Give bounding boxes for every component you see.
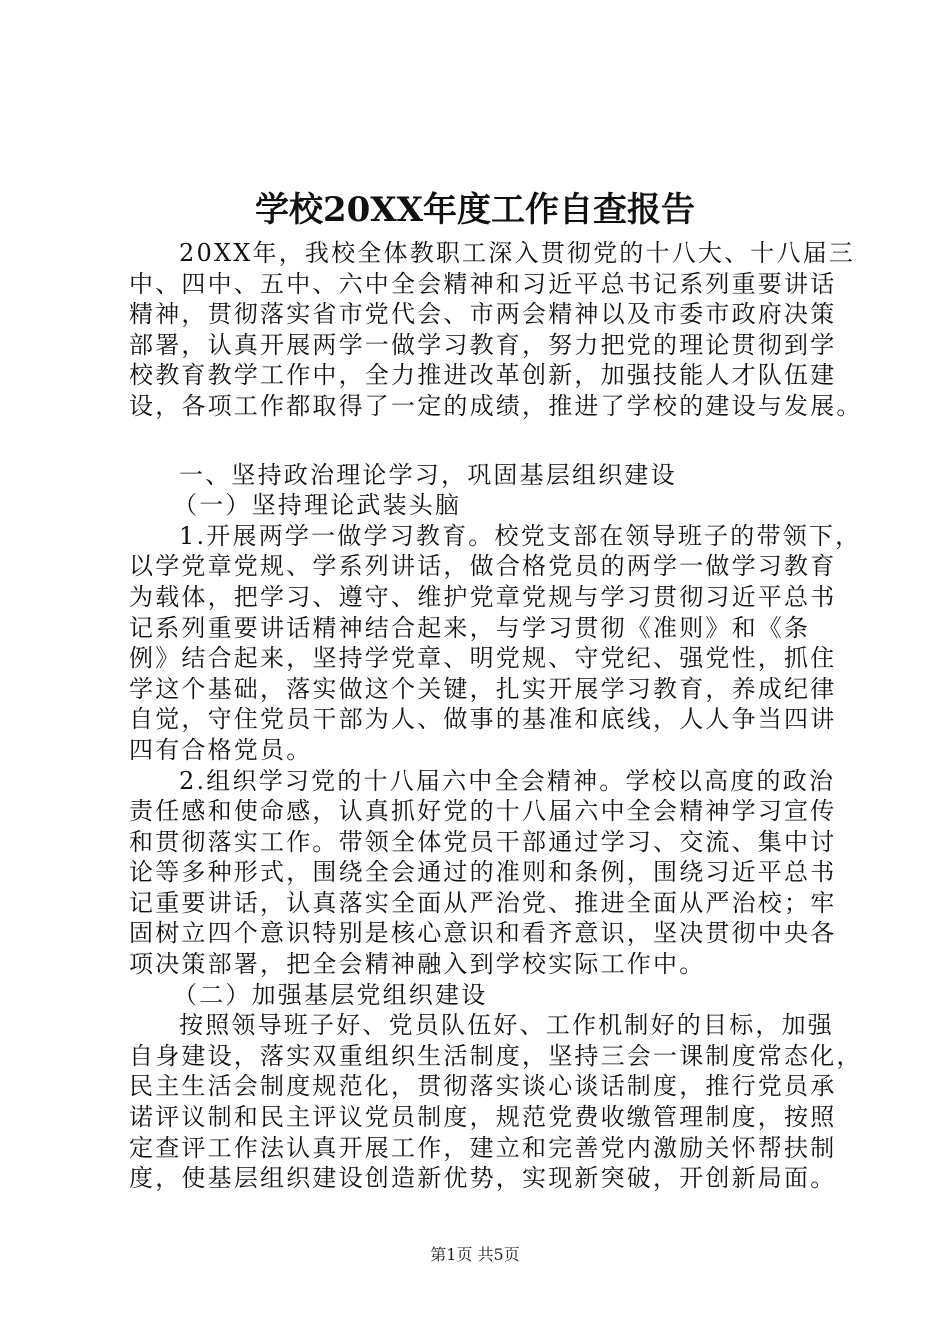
subsection-heading: （二）加强基层党组织建设 — [173, 980, 488, 1009]
text-line: 按照领导班子好、党员队伍好、工作机制好的目标，加强 — [179, 1011, 834, 1040]
item-paragraph — [129, 766, 837, 980]
text-line: 中、四中、五中、六中全会精神和习近平总书记系列重要讲话 — [129, 269, 837, 298]
text-line: 1.开展两学一做学习教育。校党支部在领导班子的带领下， — [179, 521, 862, 550]
text-line: 学这个基础，落实做这个关键，扎实开展学习教育，养成纪律 — [129, 674, 837, 703]
text-line: 民主生活会制度规范化，贯彻落实谈心谈话制度，推行党员承 — [129, 1072, 837, 1101]
intro-paragraph — [129, 238, 863, 422]
text-line: 自觉，守住党员干部为人、做事的基准和底线，人人争当四讲 — [129, 705, 837, 734]
text-line: 项决策部署，把全会精神融入到学校实际工作中。 — [129, 950, 706, 979]
text-line: 责任感和使命感，认真抓好党的十八届六中全会精神学习宣传 — [129, 797, 837, 826]
text-line: 固树立四个意识特别是核心意识和看齐意识，坚决贯彻中央各 — [129, 919, 837, 948]
text-line: 记系列重要讲话精神结合起来，与学习贯彻《准则》和《条 — [129, 613, 811, 642]
text-line: 以学党章党规、学系列讲话，做合格党员的两学一做学习教育 — [129, 552, 837, 581]
text-line: 和贯彻落实工作。带领全体党员干部通过学习、交流、集中讨 — [129, 827, 837, 856]
text-line: 例》结合起来，坚持学党章、明党规、守党纪、强党性，抓住 — [129, 644, 837, 673]
text-line: 精神，贯彻落实省市党代会、市两会精神以及市委市政府决策 — [129, 300, 837, 329]
text-line: 记重要讲话，认真落实全面从严治党、推进全面从严治校；牢 — [129, 888, 837, 917]
document-body — [129, 238, 863, 1194]
subsection-heading: （一）坚持理论武装头脑 — [173, 491, 462, 520]
text-line: 诺评议制和民主评议党员制度，规范党费收缴管理制度，按照 — [129, 1103, 837, 1132]
item-paragraph — [129, 521, 862, 766]
text-line: 度，使基层组织建设创造新优势，实现新突破，开创新局面。 — [129, 1164, 837, 1193]
text-line: 为载体，把学习、遵守、维护党章党规与学习贯彻习近平总书 — [129, 582, 837, 611]
paragraph-gap — [129, 422, 829, 460]
text-line: 部署，认真开展两学一做学习教育，努力把党的理论贯彻到学 — [129, 330, 837, 359]
document-title: 学校20XX年度工作自查报告 — [254, 190, 696, 230]
text-line: 2.组织学习党的十八届六中全会精神。学校以高度的政治 — [179, 766, 836, 795]
body-paragraph — [129, 1010, 863, 1194]
section-heading: 一、坚持政治理论学习，巩固基层组织建设 — [179, 460, 677, 489]
text-line: 论等多种形式，围绕全会通过的准则和条例，围绕习近平总书 — [129, 858, 837, 887]
text-line: 20XX年，我校全体教职工深入贯彻党的十八大、十八届三 — [179, 239, 856, 267]
text-line: 自身建设，落实双重组织生活制度，坚持三会一课制度常态化， — [129, 1041, 863, 1070]
text-line: 校教育教学工作中，全力推进改革创新，加强技能人才队伍建 — [129, 361, 837, 390]
text-line: 四有合格党员。 — [129, 735, 313, 764]
text-line: 定查评工作法认真开展工作，建立和完善党内激励关怀帮扶制 — [129, 1133, 837, 1162]
text-line: 设，各项工作都取得了一定的成绩，推进了学校的建设与发展。 — [129, 391, 863, 420]
page-footer: 第1页 共5页 — [430, 1245, 520, 1264]
